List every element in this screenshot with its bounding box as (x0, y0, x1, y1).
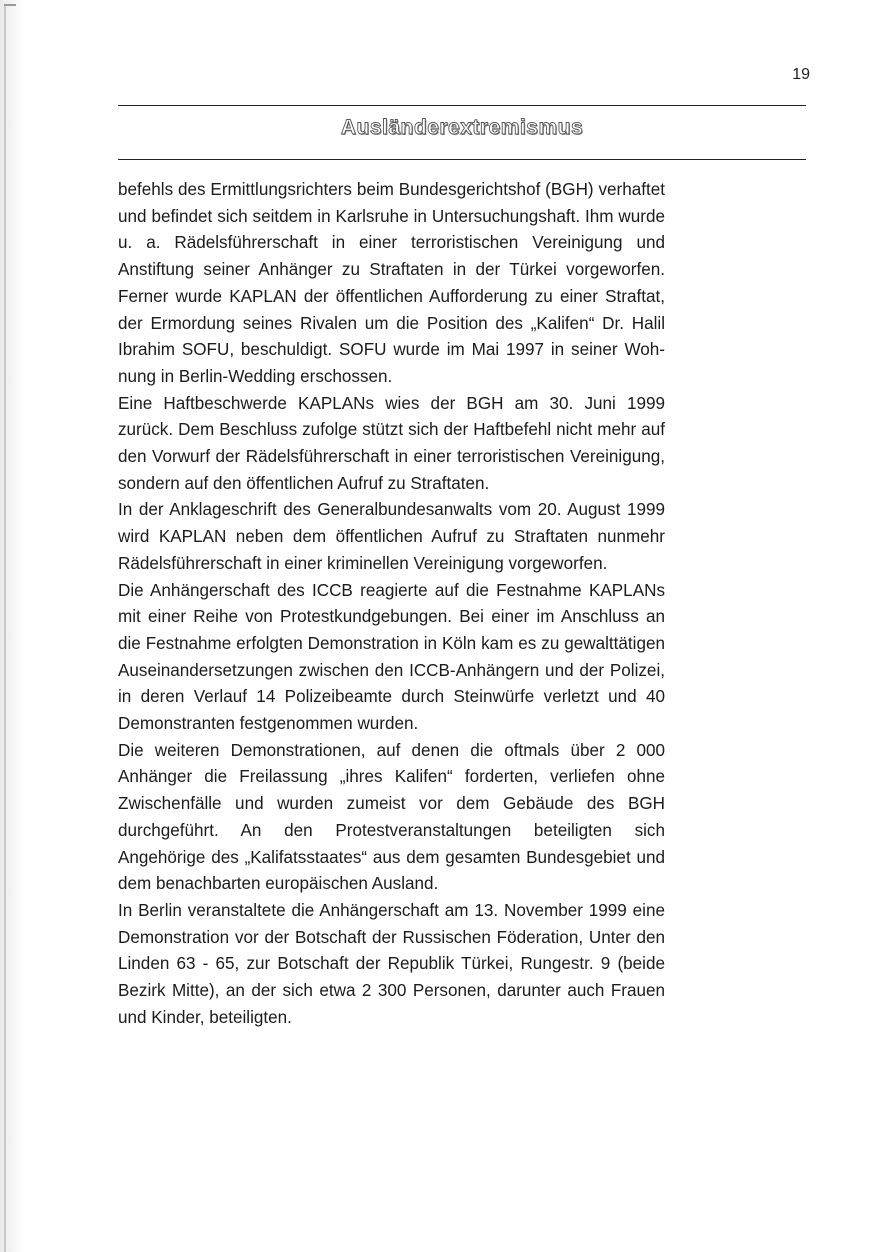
paragraph: Eine Haftbeschwerde KAPLANs wies der BGH am 30. Juni 1999 zurück. Dem Beschluss zufolge stützt sich der Haftbefehl nicht mehr auf den Vorwurf der Rädelsführerschaft in einer terroristischen Vereinigung, sondern auf den öffentlichen Aufruf zu Straftaten. (118, 393, 665, 493)
paragraph: befehls des Ermittlungsrichters beim Bundesgerichtshof (BGH) verhaftet und befindet sich seitdem in Karlsruhe in Untersuchungshaft. Ihm wurde u. a. Rädelsführerschaft in einer terroristischen Vereinigung und Anstiftung seiner Anhänger zu Straftaten in der Türkei vorgeworfen. Ferner wurde KAPLAN der öffentlichen Aufforderung zu einer Straftat, der Ermordung seines Rivalen um die Position des „Kalifen“ Dr. Halil Ibrahim SOFU, beschuldigt. SOFU wurde im Mai 1997 in seiner Wohnung in Berlin-Wedding erschossen. (118, 180, 665, 386)
paragraph: In Berlin veranstaltete die Anhängerschaft am 13. November 1999 eine Demonstration vor der Botschaft der Russischen Föderation, Unter den Linden 63 - 65, zur Botschaft der Republik Türkei, Rungestr. 9 (beide Bezirk Mitte), an der sich etwa 2 300 Personen, darunter auch Frauen und Kinder, beteiligten. (118, 900, 665, 1027)
body-text (118, 177, 665, 1032)
page-number: 19 (792, 66, 810, 83)
paragraph: Die Anhängerschaft des ICCB reagierte auf die Festnahme KAPLANs mit einer Reihe von Protestkundgebungen. Bei einer im Anschluss an die Festnahme erfolgten Demonstration in Köln kam es zu gewalttätigen Auseinandersetzungen zwischen den ICCB-Anhängern und der Polizei, in deren Verlauf 14 Polizeibeamte durch Steinwürfe verletzt und 40 Demonstranten festgenommen wurden. (118, 580, 665, 734)
header-rule-top (118, 105, 806, 106)
paragraph: In der Anklageschrift des Generalbundesanwalts vom 20. August 1999 wird KAPLAN neben dem öffentlichen Aufruf zu Straftaten nunmehr Rädelsführerschaft in einer kriminellen Vereinigung vorgeworfen. (118, 500, 665, 573)
chapter-title: Ausländerextremismus (340, 116, 584, 139)
header-rule-bottom (118, 159, 806, 160)
binding-corner-mark (4, 4, 16, 6)
binding-edge-line (4, 4, 6, 1252)
paragraph: Die weiteren Demonstrationen, auf denen die oftmals über 2 000 Anhänger die Freilassung „ihres Kalifen“ forderten, verliefen ohne Zwischenfälle und wurden zumeist vor dem Gebäude des BGH durchgeführt. An den Protestveranstaltungen beteiligten sich Angehörige des „Kalifatsstaates“ aus dem gesamten Bundesgebiet und dem benachbarten europäischen Ausland. (118, 740, 665, 894)
